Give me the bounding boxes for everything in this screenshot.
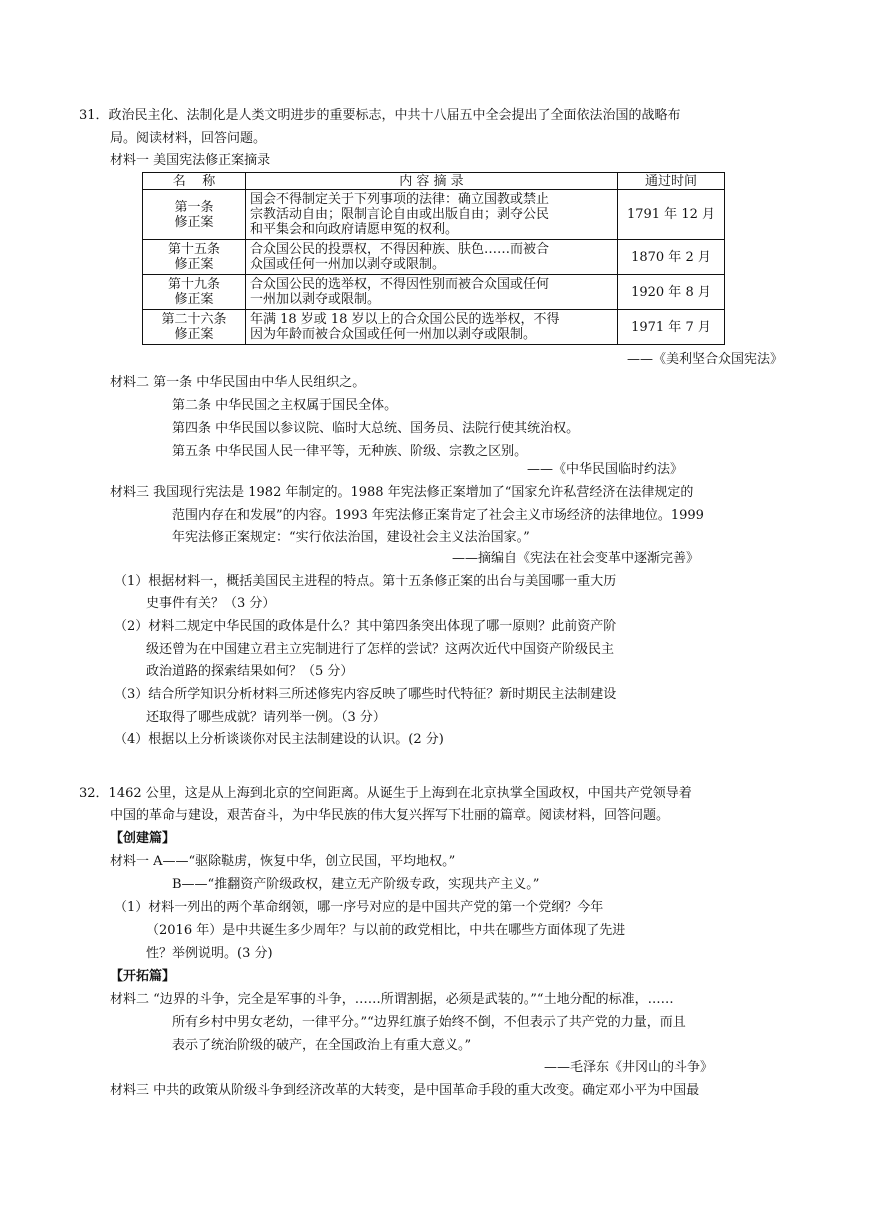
q31-stem-line2: 局。阅读材料，回答问题。 bbox=[110, 131, 267, 146]
amendment-table-header-row bbox=[143, 173, 725, 190]
material2-line1: 材料二 第一条 中华民国由中华人民组织之。 bbox=[110, 375, 366, 390]
amendment-name-suffix: 修正案 bbox=[174, 214, 214, 230]
amendment-content-line: 国会不得制定关于下列事项的法律：确立国教或禁止 bbox=[249, 192, 549, 207]
table-row bbox=[143, 275, 725, 310]
q32-material2-line3: 表示了统治阶级的破产，在全国政治上有重大意义。” bbox=[172, 1038, 472, 1053]
q31-subquestion2-line3: 政治道路的探索结果如何？（5 分） bbox=[146, 664, 354, 679]
amendment-content-line: 一州加以剥夺或限制。 bbox=[249, 292, 380, 307]
amendment-table bbox=[142, 172, 725, 345]
q32-material3-line1: 材料三 中共的政策从阶级斗争到经济改革的大转变，是中国革命手段的重大改变。确定邓小平为中国最 bbox=[110, 1083, 700, 1098]
amendment-name: 第十五条 bbox=[167, 242, 220, 257]
amendment-date: 1791 年 12 月 bbox=[617, 190, 724, 240]
q32-subquestion1-line3: 性？举例说明。(3 分) bbox=[146, 946, 273, 961]
q32-material1-line1: 材料一 A——“驱除鞑虏，恢复中华，创立民国，平均地权。” bbox=[110, 854, 456, 869]
amendment-name-cell bbox=[143, 240, 246, 275]
q31-subquestion3-line1: （3）结合所学知识分析材料三所述修宪内容反映了哪些时代特征？新时期民主法制建设 bbox=[114, 687, 617, 702]
q32-stem-line2: 中国的革命与建设，艰苦奋斗，为中华民族的伟大复兴挥写下壮丽的篇章。阅读材料，回答问题。 bbox=[110, 808, 670, 823]
amendment-name-suffix: 修正案 bbox=[174, 257, 214, 272]
table-row bbox=[143, 310, 725, 345]
section-title-founding: 【创建篇】 bbox=[110, 831, 176, 846]
amendment-name: 第十九条 bbox=[167, 277, 220, 292]
amendment-content-line: 和平集会和向政府请愿申冤的权利。 bbox=[249, 222, 458, 237]
q32-material2-source: ——毛泽东《井冈山的斗争》 bbox=[543, 1060, 713, 1075]
table-header-date: 通过时间 bbox=[617, 173, 724, 190]
q32-material2-line2: 所有乡村中男女老幼，一律平分。”“边界红旗子始终不倒，不但表示了共产党的力量，而且 bbox=[172, 1015, 686, 1030]
q32-stem-line1: 32．1462 公里，这是从上海到北京的空间距离。从诞生于上海到在北京执掌全国政权，中国共产党领导着 bbox=[79, 786, 692, 801]
amendment-content-line: 合众国公民的选举权，不得因性别而被合众国或任何 bbox=[249, 277, 549, 292]
q31-subquestion2-line1: （2）材料二规定中华民国的政体是什么？其中第四条突出体现了哪一原则？此前资产阶 bbox=[114, 619, 617, 634]
amendment-content-cell bbox=[245, 310, 617, 345]
amendment-content-line: 宗教活动自由；限制言论自由或出版自由；剥夺公民 bbox=[249, 207, 549, 222]
amendment-content-line: 因为年龄而被合众国或任何一州加以剥夺或限制。 bbox=[249, 327, 536, 342]
material2-line4: 第五条 中华民国人民一律平等，无种族、阶级、宗教之区别。 bbox=[172, 444, 528, 459]
material3-source: ——摘编自《宪法在社会变革中逐渐完善》 bbox=[451, 551, 699, 566]
table-header-name: 名 称 bbox=[143, 173, 246, 190]
q31-subquestion4-line1: （4）根据以上分析谈谈你对民主法制建设的认识。(2 分) bbox=[114, 732, 444, 747]
q31-material1-title: 材料一 美国宪法修正案摘录 bbox=[110, 153, 271, 168]
material2-line2: 第二条 中华民国之主权属于国民全体。 bbox=[172, 398, 398, 413]
section-title-pioneering: 【开拓篇】 bbox=[110, 969, 176, 984]
amendment-date: 1971 年 7 月 bbox=[617, 310, 724, 345]
amendment-content-cell bbox=[245, 275, 617, 310]
material2-line3: 第四条 中华民国以参议院、临时大总统、国务员、法院行使其统治权。 bbox=[172, 421, 580, 436]
q32-material2-line1: 材料二 “边界的斗争，完全是军事的斗争，……所谓割据，必须是武装的。”“土地分配的标准，…… bbox=[110, 992, 674, 1007]
material3-line3: 年宪法修正案规定：“实行依法治国，建设社会主义法治国家。” bbox=[172, 530, 530, 545]
amendment-date: 1920 年 8 月 bbox=[617, 275, 724, 310]
amendment-name: 第二十六条 bbox=[161, 312, 227, 327]
amendment-name-cell bbox=[143, 310, 246, 345]
table-row bbox=[143, 190, 725, 240]
q31-subquestion3-line2: 还取得了哪些成就？请列举一例。（3 分） bbox=[146, 710, 386, 725]
table-header-content: 内 容 摘 录 bbox=[245, 173, 617, 190]
q32-subquestion1-line2: （2016 年）是中共诞生多少周年？与以前的政党相比，中共在哪些方面体现了先进 bbox=[146, 923, 626, 938]
q32-material1-line2: B——“推翻资产阶级政权，建立无产阶级专政，实现共产主义。” bbox=[172, 877, 540, 892]
amendment-name-cell bbox=[143, 275, 246, 310]
amendment-name: 第一条 bbox=[174, 199, 214, 215]
amendment-name-suffix: 修正案 bbox=[174, 327, 214, 342]
amendment-content-line: 年满 18 岁或 18 岁以上的合众国公民的选举权，不得 bbox=[249, 312, 560, 327]
q32-subquestion1-line1: （1）材料一列出的两个革命纲领，哪一序号对应的是中国共产党的第一个党纲？今年 bbox=[114, 900, 604, 915]
material3-line2: 范围内存在和发展”的内容。1993 年宪法修正案肯定了社会主义市场经济的法律地位。1999 bbox=[172, 508, 704, 523]
amendment-date: 1870 年 2 月 bbox=[617, 240, 724, 275]
material3-line1: 材料三 我国现行宪法是 1982 年制定的。1988 年宪法修正案增加了“国家允许私营经济在法律规定的 bbox=[110, 485, 694, 500]
q31-subquestion1-line1: （1）根据材料一，概括美国民主进程的特点。第十五条修正案的出台与美国哪一重大历 bbox=[114, 574, 617, 589]
amendment-content-line: 众国或任何一州加以剥夺或限制。 bbox=[249, 257, 445, 272]
q31-subquestion1-line2: 史事件有关？（3 分） bbox=[146, 596, 276, 611]
amendment-content-cell bbox=[245, 240, 617, 275]
q31-subquestion2-line2: 级还曾为在中国建立君主立宪制进行了怎样的尝试？这两次近代中国资产阶级民主 bbox=[146, 642, 615, 657]
material2-source: ——《中华民国临时约法》 bbox=[526, 462, 683, 477]
amendment-content-line: 合众国公民的投票权，不得因种族、肤色……而被合 bbox=[249, 242, 549, 257]
material1-source: ——《美利坚合众国宪法》 bbox=[626, 352, 783, 367]
q31-stem-line1: 31．政治民主化、法制化是人类文明进步的重要标志，中共十八届五中全会提出了全面依法治国的战略布 bbox=[79, 108, 681, 123]
amendment-content-cell bbox=[245, 190, 617, 240]
table-row bbox=[143, 240, 725, 275]
amendment-name-cell bbox=[143, 190, 246, 240]
amendment-name-suffix: 修正案 bbox=[174, 292, 214, 307]
